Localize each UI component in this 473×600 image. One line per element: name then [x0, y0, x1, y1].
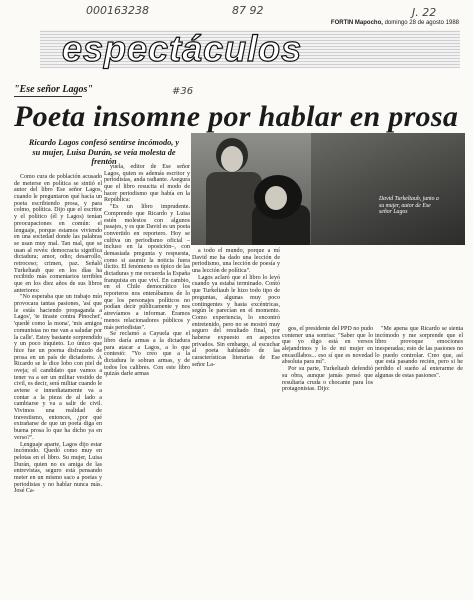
photo-woman-face — [265, 186, 287, 210]
handwritten-note-center: #36 — [172, 86, 194, 97]
article-column-4 — [282, 326, 373, 393]
paragraph: yuela, editor de Ese señor Lagos, quien es además escritor y periodistas, anda radiante. Asegura que el libro resucita el modo de hacer periodismo que había en la República: — [104, 164, 190, 204]
publication-date: domingo 28 de agosto 1988 — [384, 20, 459, 26]
kicker: "Ese señor Lagos" — [14, 84, 93, 95]
article-column-1 — [14, 174, 102, 495]
publication-name: FORTIN Mapocho, — [330, 20, 383, 26]
headline: Poeta insomne por hablar en prosa — [14, 100, 459, 133]
publication-meta — [331, 20, 459, 26]
paragraph: Como cura de población acusado de meterse en política se sintió el autor del libro Ese señor Lagos, cuando le preguntaron qué hacía un poeta escribiendo prosa, y para colmo, política. Dijo que el escritor y el político (él y Lagos) tenían preocupaciones en común: el lenguaje, porque estamos viviendo en una sociedad donde las palabras se usan muy mal. Tan mal, que se usan al revés: democracia significa dictadura; amor, odio; desarrollo, retroceso; crimen, paz. Señaló Turkeltaub que en los días ha recibido más comentarios terribles que en los diez años de sus libros anteriores: — [14, 174, 102, 294]
article-column-3 — [192, 248, 280, 368]
kicker-underline — [14, 96, 82, 97]
paragraph: a todo el mundo, porque a mí David me ha dado una lección de periodismo, una lección de poesía y una lección de política". — [192, 248, 280, 275]
paragraph: "Es un libro imprudente. Comprendo que Ricardo y Luisa estén molestos con algunos pasajes, y es que David es un poeta convertido en reportero. Hoy se cultiva un periodismo oficial –incluso en la oposición–, con demasiada pregunta y respuesta, como si asumir la noticia fuera ilícito. El fenómeno es típico de las dictaduras y me recuerda la España franquista en que viví. En cambio, en el Chile democrático los reporteros nos enterábamos de lo que los personajes políticos no podían decir públicamente y nos atrevíamos a informar. Éramos menos relacionadores públicos y más periodistas". — [104, 204, 190, 331]
paragraph: "Me apena que Ricardo se sienta incómodo y me sorprende que el libro provoque emociones inesperadas; esto de las pasiones no lo puedo controlar. Creo que, así que está pasando recién, pero si he perdido el sueño al enterarme de algunas de estas pasiones". — [375, 326, 463, 379]
handwritten-note-top: 87 92 — [232, 4, 264, 17]
paragraph: Por su parte, Turkeltaub defendió su obra, aunque jamás pensó que resultaría cruda o chocante para los protagonistas. Dijo: — [282, 366, 373, 393]
handwritten-note-right: J. 22 — [412, 6, 437, 19]
paragraph: gos, el presidente del PPD no pudo contener una sonrisa: "Saber que lo que yo digo está en versos alejandrinos y lo de mi mujer en encasillabos... eso sí que es novedad absoluta para mí". — [282, 326, 373, 366]
photo-man-face — [221, 146, 243, 172]
paragraph: Lagos aclaró que el libro lo leyó cuando ya estaba terminado. Contó que Turkeltaub le hizo todo tipo de preguntas, algunas muy poco contingentes y hasta excéntricas, según le parecían en el momento. Como experiencia, lo encontró entretenido, pero no se mostró muy seguro del resultado final, por haberse expuesto en aspectos privados. Sin embargo, al escuchar al poeta hablando de las características literarias de Ese señor La- — [192, 274, 280, 368]
article-column-5 — [375, 326, 463, 380]
paragraph: Se reclamó a Cayuela que el libro daría armas a la dictadura para atacar a Lagos, a lo que contestó: "Yo creo que a la dictadura le sobran armas, y de todos los calibres. Con este libro quizás darle armas — [104, 331, 190, 378]
paragraph: "No esperaba que un trabajo mío provocara tantas pasiones, 'así que le estás haciendo propaganda a Lagos', 'te tiraste contra Pinochet', 'quedé como la mona', 'mis amigos comunistas no me van a saludar por la calle'. Estoy bastante sorprendido y un poco inquieto. Lo único que hice fue un poema disfrazado de prosa en un país de dictadores. A Ricardo se le dice lobo con piel de oveja; el candidato que vamos a tener va a ser un militar vestido de civil, es decir, será militar cuando le aviene e inmediatamente va a contar a la pieza de al lado a cambiarse y va a salir de civil. Vivimos una realidad de travestismo, entonces, ¿por qué extrañarse de que un poeta diga en buena prosa lo que ha dicho ya en verso?". — [14, 294, 102, 441]
article-column-2 — [104, 164, 190, 378]
section-title: espectáculos — [62, 28, 303, 69]
subheadline: Ricardo Lagos confesó sentirse incómodo, y su mujer, Luisa Durán, se veía molesta de frentón — [28, 138, 180, 167]
paragraph: Lenguaje aparte, Lagos dijo estar incómodo. Quedó como muy en pelotas en el libro. Su mujer, Luisa Durán, quien no es amiga de las entrevistas, seguro está pensando meter en un mismo saco a poetas y periodistas y no hablar nunca más. José Ca- — [14, 441, 102, 495]
photo-caption: David Turkeltaub, junto a su mujer, autor de Ese señor Lagos — [379, 196, 439, 216]
archive-code: 000163238 — [86, 4, 149, 17]
